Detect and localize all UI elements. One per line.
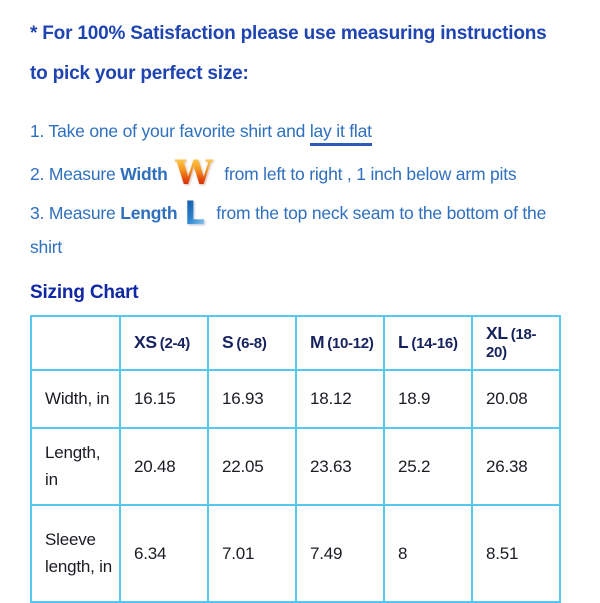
- column-header-xl: XL (18-20): [472, 316, 560, 370]
- lay-it-flat-underlined-text: lay it flat: [310, 121, 372, 146]
- width-xl-value: 20.08: [472, 370, 560, 428]
- width-m-value: 18.12: [296, 370, 384, 428]
- step-1-lay-flat: [30, 115, 572, 148]
- satisfaction-heading: [30, 14, 572, 94]
- sizing-chart-title: Sizing Chart: [30, 281, 139, 303]
- step-2-prefix: 2. Measure: [30, 164, 121, 184]
- sleeve-xl-value: 8.51: [472, 505, 560, 602]
- row-label-length: Length, in: [31, 428, 120, 505]
- step-3-measure-length: [30, 193, 572, 263]
- satisfaction-heading-line1: * For 100% Satisfaction please use measuring instructions: [30, 23, 547, 44]
- column-header-s: S (6-8): [208, 316, 296, 370]
- column-header-xs: XS (2-4): [120, 316, 208, 370]
- step-1-text: 1. Take one of your favorite shirt and: [30, 121, 310, 141]
- table-row-length: [31, 428, 560, 505]
- row-label-width: Width, in: [31, 370, 120, 428]
- table-row-width: [31, 370, 560, 428]
- width-s-value: 16.93: [208, 370, 296, 428]
- l-letter-icon: L: [184, 193, 205, 232]
- step-3-prefix: 3. Measure: [30, 203, 121, 224]
- sleeve-m-value: 7.49: [296, 505, 384, 602]
- w-letter-icon: W: [174, 153, 213, 194]
- sleeve-l-value: 8: [384, 505, 472, 602]
- row-label-sleeve-length: Sleeve length, in: [31, 505, 120, 602]
- width-keyword: Width: [120, 164, 168, 184]
- length-l-value: 25.2: [384, 428, 472, 505]
- sleeve-s-value: 7.01: [208, 505, 296, 602]
- length-xl-value: 26.38: [472, 428, 560, 505]
- step-3-suffix: from the top neck seam to the bottom of the shirt: [30, 203, 547, 257]
- length-s-value: 22.05: [208, 428, 296, 505]
- column-header-l: L (14-16): [384, 316, 472, 370]
- step-2-measure-width: [30, 153, 572, 194]
- width-l-value: 18.9: [384, 370, 472, 428]
- table-header-row: [31, 316, 560, 370]
- length-m-value: 23.63: [296, 428, 384, 505]
- length-xs-value: 20.48: [120, 428, 208, 505]
- column-header-m: M (10-12): [296, 316, 384, 370]
- satisfaction-heading-line2: to pick your perfect size:: [30, 63, 249, 84]
- table-row-sleeve-length: [31, 505, 560, 602]
- length-keyword: Length: [120, 203, 178, 224]
- step-2-suffix: from left to right , 1 inch below arm pits: [219, 164, 517, 184]
- corner-cell: [31, 316, 120, 370]
- width-xs-value: 16.15: [120, 370, 208, 428]
- sizing-chart-table: [30, 315, 561, 603]
- sleeve-xs-value: 6.34: [120, 505, 208, 602]
